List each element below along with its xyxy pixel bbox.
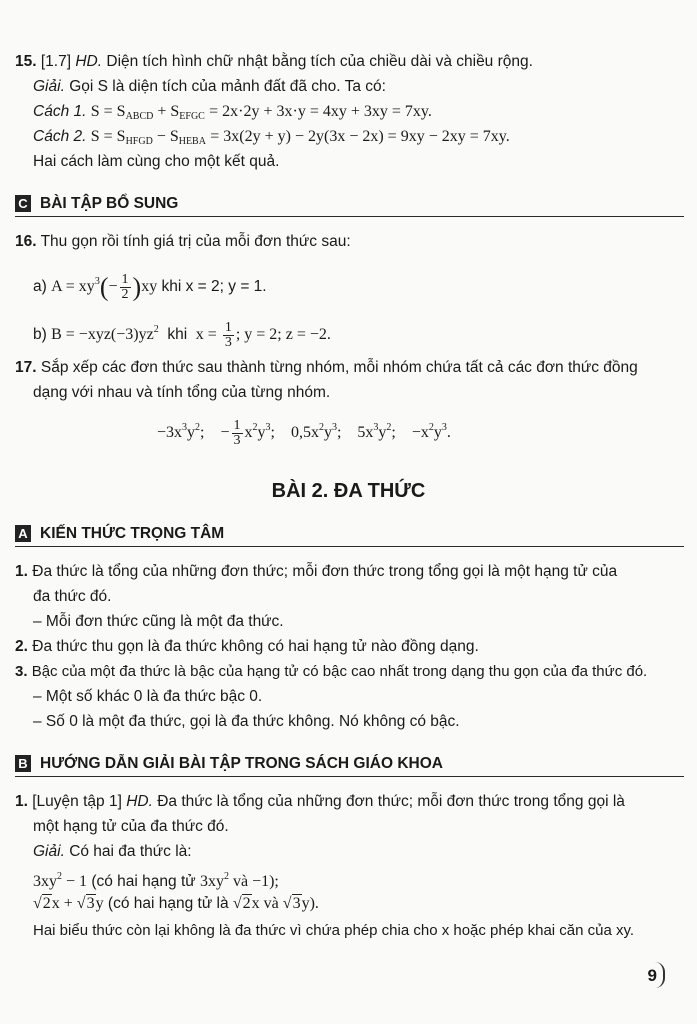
guide1-poly2 — [33, 894, 319, 914]
ex16-b-condition: ; y = 2; z = −2. — [235, 326, 331, 343]
section-a-badge: A — [15, 525, 31, 542]
ex15-cach2-lhs: $S = S_{HFGD} - S_{HEBA}$ — [90, 128, 206, 147]
guide1-ref: [Luyện tập 1] — [32, 793, 122, 810]
guide1-hd: HD. — [126, 793, 153, 810]
knowledge-item — [33, 587, 111, 607]
poly1-expression: $3xy^2 - 1$ — [33, 871, 88, 890]
guide1-text1: Đa thức là tổng của những đơn thức; mỗi đơn thức trong tổng gọi là — [157, 793, 625, 810]
ex15-number: 15. — [15, 53, 37, 70]
knowledge-text: đa thức đó. — [33, 588, 112, 605]
ex16-a-expression: $A = xy^3(-$ $\frac{1}{2}$ )xy — [51, 271, 158, 302]
ex16-a-condition: khi x = 2; y = 1. — [161, 278, 267, 295]
section-b-title: HƯỚNG DẪN GIẢI BÀI TẬP TRONG SÁCH GIÁO KHOA — [40, 755, 443, 772]
section-a-header — [15, 524, 684, 547]
ex15-cach2-eq: = 3x(2y + y) − 2y(3x − 2x) = 9xy − 2xy = 7xy. — [210, 128, 510, 145]
ex17-monomials: $-3x^3y^2$; − $\frac{1}{3}$ $x^2y^3$; $0,5x^2y^3$; $5x^3y^2$; $-x^2y^3$. — [157, 417, 451, 448]
guide1-poly1 — [33, 867, 279, 892]
ex15-cach1-eq: = 2x·2y + 3x·y = 4xy + 3xy = 7xy. — [209, 103, 432, 120]
poly1-note: (có hai hạng tử — [91, 873, 196, 890]
guide1-last: Hai biểu thức còn lại không là đa thức vì chứa phép chia cho x hoặc phép khai căn của xy. — [33, 922, 635, 939]
section-b-header — [15, 754, 684, 777]
ex15-method1 — [33, 102, 432, 127]
ex16-b-khi: khi — [163, 326, 192, 343]
knowledge-text: – Một số khác 0 là đa thức bậc 0. — [33, 688, 263, 705]
section-b-badge: B — [15, 755, 31, 772]
knowledge-item — [15, 637, 479, 657]
knowledge-text: Đa thức thu gọn là đa thức không có hai hạng tử nào đồng dạng. — [32, 638, 479, 655]
ex16-b-x-value: x = $\frac{1}{3}$ — [195, 319, 232, 350]
ex17-text1: Sắp xếp các đơn thức sau thành từng nhóm, mỗi nhóm chứa tất cả các đơn thức đồng — [40, 359, 638, 376]
ex15-method2 — [33, 127, 510, 152]
knowledge-text: Đa thức là tổng của những đơn thức; mỗi đơn thức trong tổng gọi là một hạng tử của — [32, 563, 618, 580]
lesson-title: BÀI 2. ĐA THỨC — [271, 480, 426, 502]
section-c-badge: C — [15, 195, 31, 212]
knowledge-item — [15, 562, 617, 582]
ex17-number: 17. — [15, 359, 37, 376]
knowledge-item — [33, 612, 284, 632]
knowledge-item — [33, 712, 460, 732]
section-a-title: KIẾN THỨC TRỌNG TÂM — [40, 525, 225, 542]
ex15-giai: Giải. — [33, 78, 65, 95]
section-c-header — [15, 194, 684, 217]
knowledge-number: 1. — [15, 563, 28, 580]
knowledge-text: Bậc của một đa thức là bậc của hạng tử có bậc cao nhất trong dạng thu gọn của đa thức đó. — [31, 663, 648, 680]
ex17-line2: dạng với nhau và tính tổng của từng nhóm. — [33, 384, 331, 401]
knowledge-number: 2. — [15, 638, 28, 655]
knowledge-item — [33, 687, 262, 707]
ex16-b-label: b) — [33, 326, 47, 343]
poly1-terms: $3xy^2$ và −1); — [199, 871, 279, 890]
guide1-giai: Giải. — [33, 843, 65, 860]
ex17-line1 — [15, 358, 638, 378]
ex16-a-label: a) — [33, 278, 47, 295]
knowledge-text: – Mỗi đơn thức cũng là một đa thức. — [33, 613, 284, 630]
knowledge-number: 3. — [15, 663, 28, 680]
ex15-text: Diện tích hình chữ nhật bằng tích của chiều dài và chiều rộng. — [106, 53, 533, 70]
guide1-number: 1. — [15, 793, 28, 810]
ex15-cach2-label: Cách 2. — [33, 128, 87, 145]
guide1-giai-text: Có hai đa thức là: — [69, 843, 192, 860]
page-number: 9 — [647, 966, 657, 985]
guide1-line2: một hạng tử của đa thức đó. — [33, 818, 229, 835]
page-number-bracket — [655, 962, 665, 988]
poly2-note: (có hai hạng tử là — [107, 895, 229, 912]
ex15-ref: [1.7] — [40, 53, 72, 70]
knowledge-item — [15, 662, 647, 682]
ex15-cach1-lhs: $S = S_{ABCD} + S_{EFGC}$ — [90, 103, 205, 122]
guide1-line1 — [15, 792, 625, 812]
knowledge-text: – Số 0 là một đa thức, gọi là đa thức không. Nó không có bậc. — [33, 713, 460, 730]
ex15-cach1-label: Cách 1. — [33, 103, 87, 120]
ex16-text: Thu gọn rồi tính giá trị của mỗi đơn thức sau: — [40, 233, 351, 250]
guide1-solution-intro — [33, 842, 192, 862]
ex16-part-b — [33, 312, 331, 348]
ex15-conclusion: Hai cách làm cùng cho một kết quả. — [33, 153, 280, 170]
ex15-line1 — [15, 52, 533, 72]
poly2-expression: √2x + √3y — [33, 895, 104, 912]
ex16-line — [15, 232, 351, 252]
section-c-title: BÀI TẬP BỔ SUNG — [40, 195, 179, 212]
ex15-hd: HD. — [75, 53, 103, 70]
ex15-giai-text: Gọi S là diện tích của mảnh đất đã cho. Ta có: — [69, 78, 386, 95]
ex15-solution-intro — [33, 77, 386, 97]
ex16-part-a — [33, 262, 267, 302]
ex16-number: 16. — [15, 233, 37, 250]
ex16-b-expression: $B = -xyz(-3)yz^2$ — [51, 324, 159, 343]
poly2-terms: √2x và √3y). — [232, 895, 319, 912]
